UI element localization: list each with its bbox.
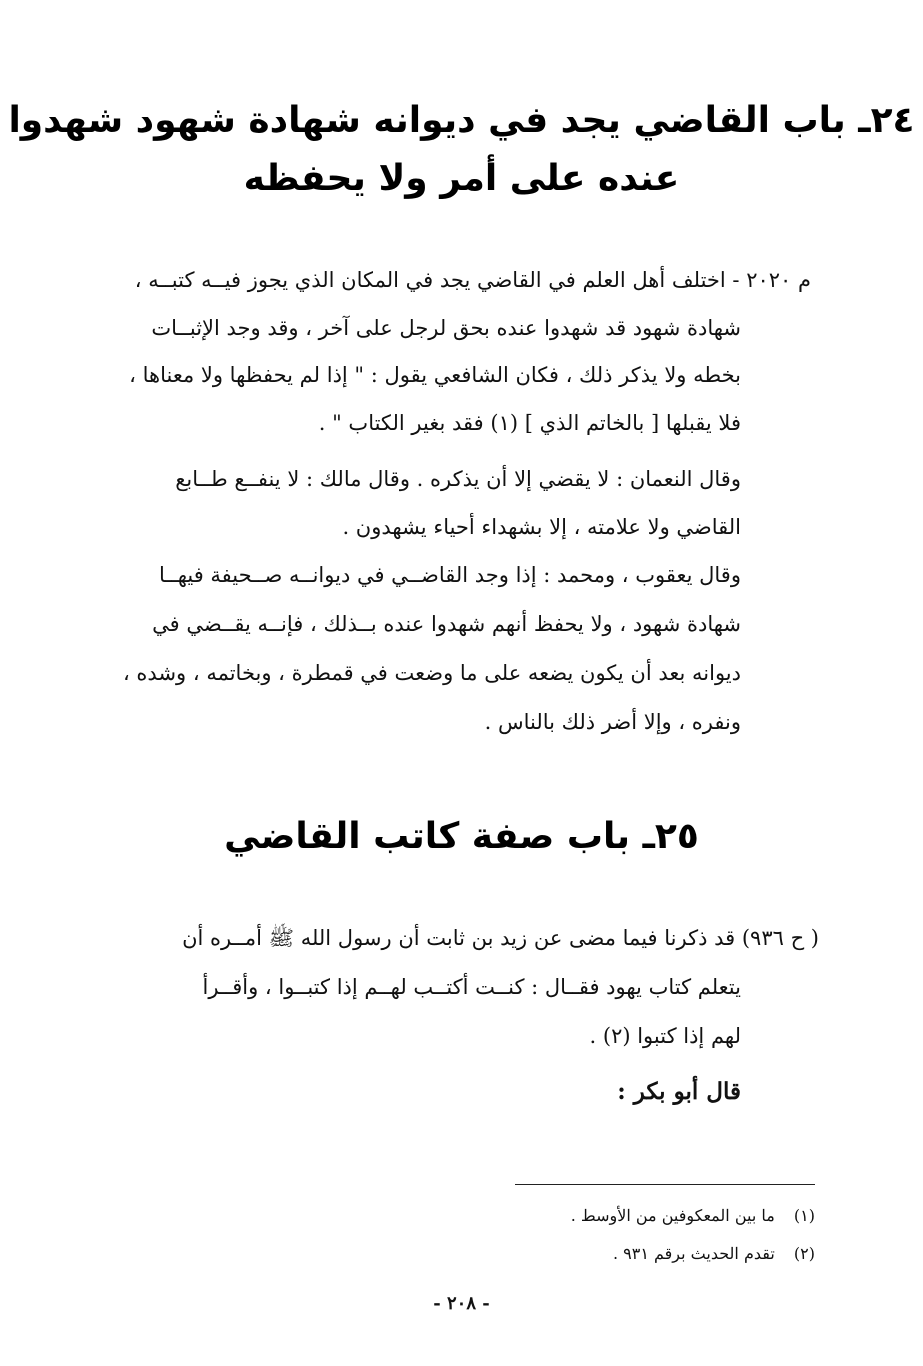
footnote-divider	[515, 1184, 815, 1185]
para-2020-line: وقال يعقوب ، ومحمد : إذا وجد القاضــي في ديوانــه صــحيفة فيهــا	[158, 563, 741, 587]
chapter-24-title-line1: ٢٤ـ باب القاضي يجد في ديوانه شهادة شهود شهدوا	[8, 100, 915, 141]
footnote-text: تقدم الحديث برقم ٩٣١ .	[612, 1244, 775, 1263]
para-2020-line: ونفره ، وإلا أضر ذلك بالناس .	[484, 710, 741, 734]
footnote-marker: (٢)	[793, 1244, 815, 1263]
para-2020-line: م ٢٠٢٠ - اختلف أهل العلم في القاضي يجد في المكان الذي يجوز فيــه كتبــه ،	[134, 268, 811, 292]
page-number: - ٢٠٨ -	[433, 1293, 490, 1314]
footnote-text: ما بين المعكوفين من الأوسط .	[570, 1206, 775, 1225]
hadith-936-line: لهم إذا كتبوا (٢) .	[589, 1024, 741, 1048]
chapter-24-title	[0, 92, 923, 208]
para-2020-line: القاضي ولا علامته ، إلا بشهداء أحياء يشهدون .	[342, 515, 741, 539]
chapter-24-title-line2: عنده على أمر ولا يحفظه	[243, 158, 680, 199]
para-2020-line: شهادة شهود قد شهدوا عنده بحق لرجل على آخر ، وقد وجد الإثبــات	[151, 316, 741, 340]
para-2020-line: وقال النعمان : لا يقضي إلا أن يذكره . وقال مالك : لا ينفــع طــابع	[175, 467, 741, 491]
para-2020-line: فلا يقبلها [ بالخاتم الذي ] (١) فقد بغير الكتاب " .	[318, 411, 741, 435]
para-2020-line: ديوانه بعد أن يكون يضعه على ما وضعت في قمطرة ، وبخاتمه ، وشده ،	[122, 661, 741, 685]
para-2020-line: شهادة شهود ، ولا يحفظ أنهم شهدوا عنده بــذلك ، فإنــه يقــضي في	[152, 612, 741, 636]
hadith-936-line: ( ح ٩٣٦) قد ذكرنا فيما مضى عن زيد بن ثابت أن رسول الله ﷺ أمــره أن	[182, 926, 819, 950]
footnote-marker: (١)	[793, 1206, 815, 1225]
abu-bakr-heading: قال أبو بكر :	[617, 1078, 741, 1105]
para-2020-line: بخطه ولا يذكر ذلك ، فكان الشافعي يقول : " إذا لم يحفظها ولا معناها ،	[129, 363, 741, 387]
hadith-936-line: يتعلم كتاب يهود فقــال : كنــت أكتــب لهــم إذا كتبــوا ، وأقــرأ	[202, 975, 741, 999]
footnote-1	[571, 1204, 815, 1228]
footnote-2	[613, 1242, 815, 1266]
chapter-25-title: ٢٥ـ باب صفة كاتب القاضي	[224, 816, 699, 857]
